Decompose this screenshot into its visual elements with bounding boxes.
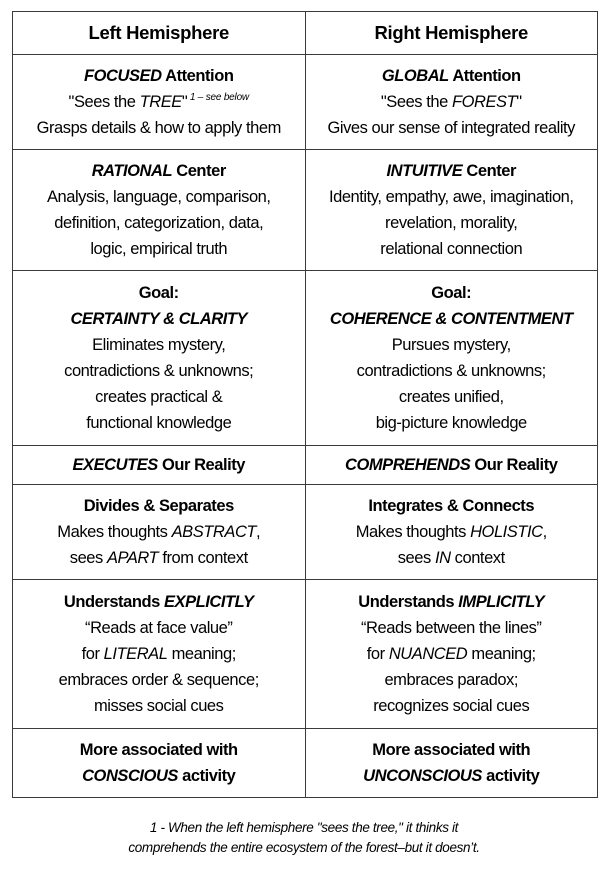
left-goal-label: Goal: — [138, 284, 179, 302]
left-goal-value: CERTAINTY & CLARITY — [70, 310, 248, 328]
right-goal-line: contradictions & unknowns; — [356, 362, 546, 380]
right-understanding-quote: “Reads between the lines” — [361, 619, 542, 637]
footnote-line: 1 - When the left hemisphere "sees the tree," it thinks it — [149, 820, 459, 835]
left-understanding-quote: “Reads at face value” — [85, 619, 233, 637]
hemisphere-comparison-table — [12, 11, 598, 798]
table-row-goal — [13, 271, 598, 446]
right-attention-title: GLOBAL Attention — [381, 67, 521, 85]
left-activity-line: More associated with — [79, 741, 238, 759]
table-row-reality — [13, 446, 598, 485]
right-understanding-cell — [305, 580, 598, 729]
footnote-line: comprehends the entire ecosystem of the forest–but it doesn’t. — [128, 840, 480, 855]
footnote-reference: 1 – see below — [187, 92, 249, 103]
left-reality-title: EXECUTES Our Reality — [72, 456, 246, 474]
left-understanding-title: Understands EXPLICITLY — [63, 593, 254, 611]
table-row-thought-style — [13, 485, 598, 580]
left-thought-style-title: Divides & Separates — [83, 497, 234, 515]
left-center-line: logic, empirical truth — [90, 240, 228, 258]
left-goal-cell — [13, 271, 306, 446]
left-thought-style-line: Makes thoughts ABSTRACT, — [57, 523, 261, 541]
right-attention-cell — [305, 55, 598, 150]
left-meaning-line: for LITERAL meaning; — [81, 645, 236, 663]
left-center-title: RATIONAL Center — [91, 162, 226, 180]
hemisphere-comparison-sheet — [12, 11, 598, 798]
right-center-line: Identity, empathy, awe, imagination, — [328, 188, 574, 206]
left-understanding-cell — [13, 580, 306, 729]
left-activity-cell — [13, 729, 306, 798]
right-context-line: sees IN context — [397, 549, 505, 567]
right-activity-type: UNCONSCIOUS activity — [363, 767, 540, 785]
left-goal-line: contradictions & unknowns; — [64, 362, 254, 380]
right-goal-label: Goal: — [431, 284, 472, 302]
left-hemisphere-header: Left Hemisphere — [13, 12, 306, 55]
right-thought-style-cell — [305, 485, 598, 580]
left-center-line: definition, categorization, data, — [54, 214, 264, 232]
left-understanding-line: embraces order & sequence; — [58, 671, 259, 689]
right-meaning-line: for NUANCED meaning; — [366, 645, 536, 663]
left-goal-line: Eliminates mystery, — [92, 336, 226, 354]
right-center-line: revelation, morality, — [385, 214, 518, 232]
left-context-line: sees APART from context — [69, 549, 248, 567]
left-understanding-line: misses social cues — [94, 697, 224, 715]
table-header-row — [13, 12, 598, 55]
left-center-line: Analysis, language, comparison, — [46, 188, 271, 206]
right-goal-line: big-picture knowledge — [375, 414, 527, 432]
left-center-cell — [13, 150, 306, 271]
right-attention-description: Gives our sense of integrated reality — [327, 119, 575, 137]
right-center-line: relational connection — [380, 240, 523, 258]
right-reality-title: COMPREHENDS Our Reality — [345, 456, 558, 474]
left-activity-type: CONSCIOUS activity — [82, 767, 236, 785]
right-goal-value: COHERENCE & CONTENTMENT — [329, 310, 573, 328]
right-understanding-title: Understands IMPLICITLY — [358, 593, 545, 611]
right-center-title: INTUITIVE Center — [386, 162, 516, 180]
right-thought-style-title: Integrates & Connects — [368, 497, 535, 515]
right-activity-cell — [305, 729, 598, 798]
table-row-understanding — [13, 580, 598, 729]
right-reality-cell — [305, 446, 598, 485]
left-thought-style-cell — [13, 485, 306, 580]
right-activity-line: More associated with — [372, 741, 531, 759]
left-attention-cell — [13, 55, 306, 150]
right-goal-line: creates unified, — [398, 388, 504, 406]
right-thought-style-line: Makes thoughts HOLISTIC, — [355, 523, 547, 541]
table-row-activity — [13, 729, 598, 798]
right-understanding-line: recognizes social cues — [373, 697, 530, 715]
right-center-cell — [305, 150, 598, 271]
right-hemisphere-header: Right Hemisphere — [305, 12, 598, 55]
table-row-center — [13, 150, 598, 271]
footnote — [0, 818, 608, 858]
left-attention-title: FOCUSED Attention — [84, 67, 234, 85]
right-goal-cell — [305, 271, 598, 446]
table-row-attention — [13, 55, 598, 150]
right-sees-forest-line: "Sees the FOREST" — [380, 93, 522, 111]
left-attention-description: Grasps details & how to apply them — [36, 119, 281, 137]
right-goal-line: Pursues mystery, — [391, 336, 511, 354]
right-understanding-line: embraces paradox; — [384, 671, 519, 689]
left-reality-cell — [13, 446, 306, 485]
left-sees-tree-line: "Sees the TREE" $^{1 - see below}$ — [68, 92, 249, 111]
left-goal-line: creates practical & — [95, 388, 223, 406]
left-goal-line: functional knowledge — [86, 414, 232, 432]
